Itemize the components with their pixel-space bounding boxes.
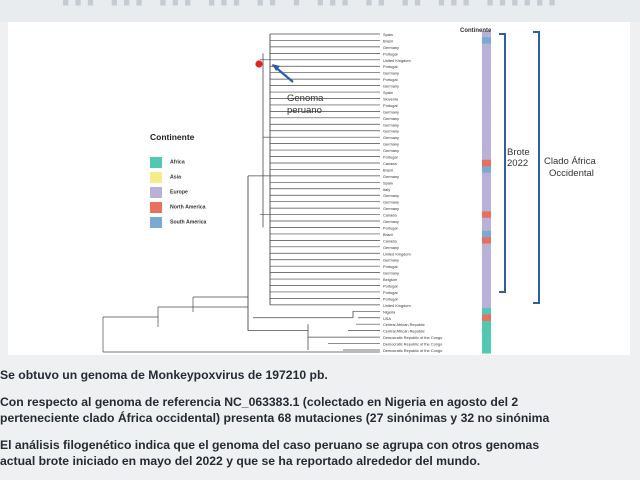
continent-bar-cell [482,179,491,186]
continent-bar-cell [482,282,491,289]
continent-bar-cell [482,250,491,257]
annotation-line2: peruano [287,105,322,116]
continent-bar-cell [482,224,491,231]
continent-bar-cell [482,63,491,70]
legend [150,132,207,228]
continent-bar-cell [482,237,491,244]
continent-bar-cell [482,147,491,154]
continent-bar-cell [482,69,491,76]
continent-bar-cell [482,347,491,354]
tip-label: Spain [383,32,393,37]
continent-bar-cell [482,244,491,251]
tip-label: United Kingdom [383,57,411,63]
tip-label: Belgium [383,277,398,283]
continent-bar-cell [482,166,491,173]
legend-swatch [150,187,162,198]
paragraph-analysis-line1: El análisis filogenético indica que el genoma del caso peruano se agrupa con otros genomas [0,438,540,452]
continent-bar-cell [482,231,491,238]
legend-swatch [150,172,162,183]
tip-label: Germany [383,115,399,121]
continent-bar-cell [482,192,491,199]
tip-label: Spain [383,180,393,186]
paragraph-genome-size: Se obtuvo un genoma de Monkeypoxvirus de 197210 pb. [0,368,328,382]
tip-label: Central African Republic [383,322,425,328]
slide-title-strip [0,0,640,22]
phylogenetic-figure [8,22,630,355]
tip-label: Portugal [383,283,398,289]
tip-label: Germany [383,44,399,50]
continent-bar-cell [482,315,491,322]
tip-label: Brazil [383,167,393,173]
tip-label: Democratic Republic of the Congo [383,341,443,347]
tip-label: Germany [383,257,399,263]
tip-label: Portugal [383,296,398,302]
continent-bar-cell [482,327,491,334]
tip-label: Canada [383,160,397,166]
tip-label: United Kingdom [383,302,411,308]
tip-label: Brazil [383,231,393,237]
clado-label-line2: Occidental [549,168,594,179]
legend-swatch [150,202,162,213]
continent-bar-cell [482,321,491,328]
continent-bar-cell [482,211,491,218]
tip-label: Germany [383,244,399,250]
continent-bar-cell [482,269,491,276]
clado-bracket [533,32,596,303]
legend-item-label: Europe [170,189,188,196]
tip-label: Germany [383,173,399,179]
continent-bar-cell [482,102,491,109]
legend-swatch [150,157,162,168]
tip-label: Germany [383,270,399,276]
tip-label: Portugal [383,51,398,57]
continent-bar-cell [482,160,491,167]
clado-label-line1: Clado África [544,156,596,167]
tip-label: Germany [383,193,399,199]
legend-swatch [150,217,162,228]
continent-bar-cell [482,134,491,141]
continent-bar-cell [482,37,491,44]
legend-title: Continente [150,132,195,142]
tip-label: Germany [383,109,399,115]
tip-label: Germany [383,135,399,141]
tip-label: Democratic Republic of the Congo [383,348,443,353]
tip-label: Portugal [383,77,398,83]
tip-label: Germany [383,206,399,212]
brote-label-line1: Brote [507,147,530,158]
tip-label: Portugal [383,154,398,160]
continent-bar-cell [482,82,491,89]
continent-bar-cell [482,263,491,270]
legend-item-label: Africa [170,159,185,166]
tip-label: Central African Republic [383,328,425,334]
continent-bar-cell [482,218,491,225]
continent-bar-cell [482,173,491,180]
continent-bar-cell [482,44,491,51]
tip-label: Germany [383,122,399,128]
tip-label: Nigeria [383,309,396,315]
tip-label: Germany [383,141,399,147]
legend-item-label: North America [170,204,206,211]
continent-bar-cell [482,153,491,160]
legend-item-label: South America [170,219,207,226]
continent-bar-cell [482,186,491,193]
tip-label: Portugal [383,289,398,295]
continent-bar-cell [482,340,491,347]
continent-bar-cell [482,50,491,57]
tip-label: Spain [383,90,393,96]
continent-bar-cell [482,256,491,263]
legend-item-label: Asia [170,174,181,181]
tip-label: USA [383,315,391,321]
tip-label: Germany [383,70,399,76]
continent-bar-cell [482,334,491,341]
tip-label: Germany [383,128,399,134]
continent-bar-cell [482,89,491,96]
tip-label: Democratic Republic of the Congo [383,335,443,341]
tip-labels [383,32,442,353]
continent-bar-cell [482,95,491,102]
brote-label-line2: 2022 [507,158,529,169]
continent-column-header: Continente [460,28,492,34]
paragraph-reference-line2: perteneciente clado África occidental) presenta 68 mutaciones (27 sinónimas y 32 no sinónima [0,411,550,425]
continent-bar-cell [482,302,491,309]
tip-label: Germany [383,83,399,89]
tree-branches [103,34,380,352]
slide-title: ··· ··· ··· ··· ·· · ··· ·· ·· ··· ······ [60,0,559,21]
tip-label: Canada [383,238,397,244]
tip-label: Brazil [383,38,393,44]
continent-bar-cell [482,295,491,302]
tip-label: Germany [383,148,399,154]
continent-bar-cell [482,205,491,212]
tip-label: Portugal [383,102,398,108]
tip-label: Germany [383,199,399,205]
tip-label: United Kingdom [383,251,411,257]
continent-bars [482,31,491,354]
paragraph-analysis-line2: actual brote iniciado en mayo del 2022 y que se ha reportado alrededor del mundo. [0,454,481,468]
continent-bar-cell [482,76,491,83]
continent-bar-cell [482,115,491,122]
annotation-line1: Genoma [287,93,324,104]
continent-bar-cell [482,308,491,315]
continent-bar-cell [482,108,491,115]
tip-label: Slovenia [383,96,398,102]
continent-bar-cell [482,289,491,296]
continent-bar-cell [482,140,491,147]
tip-label: Canada [383,212,397,218]
paragraph-reference-line1: Con respecto al genoma de referencia NC_063383.1 (colectado en Nigeria en agosto del 2 [0,395,519,409]
phylogenetic-tree [8,22,630,355]
brote-bracket [499,34,530,292]
tip-label: Portugal [383,64,398,70]
continent-bar-cell [482,198,491,205]
tip-label: Germany [383,219,399,225]
continent-bar-cell [482,128,491,135]
tip-label: Portugal [383,264,398,270]
tip-label: Portugal [383,225,398,231]
continent-bar-cell [482,121,491,128]
peruvian-genome-marker [255,60,262,67]
continent-bar-cell [482,276,491,283]
continent-bar-cell [482,57,491,64]
tip-label: Italy [383,186,391,192]
